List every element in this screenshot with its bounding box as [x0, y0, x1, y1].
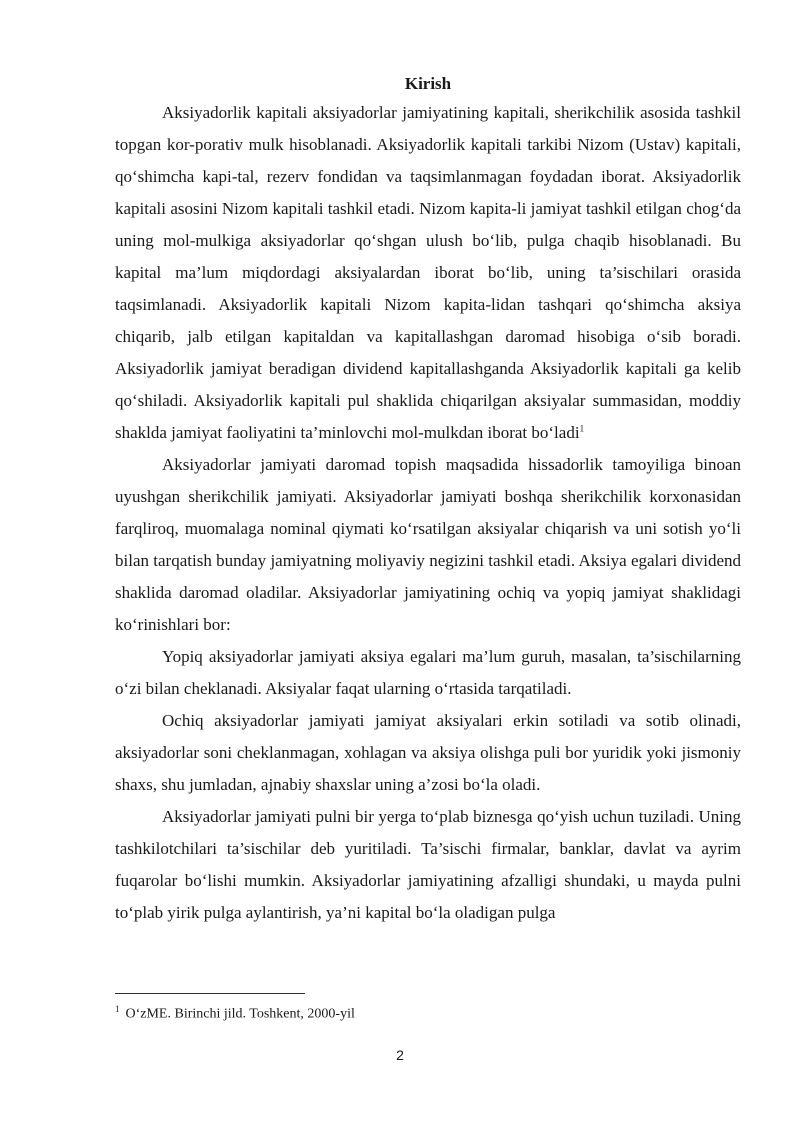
paragraph: Yopiq aksiyadorlar jamiyati aksiya egalari ma’lum guruh, masalan, ta’sischilarning o‘zi bilan cheklanadi. Aksiyalar faqat ularning o‘rtasida tarqatiladi.	[115, 647, 741, 698]
paragraph: Aksiyadorlar jamiyati daromad topish maqsadida hissadorlik tamoyiliga binoan uyushgan sherikchilik jamiyati. Aksiyadorlar jamiyati boshqa sherikchilik korxonasidan farqliroq, muomalaga nominal qiymati ko‘rsatilgan aksiyalar chiqarish va uni sotish yo‘li bilan tarqatish bunday jamiyatning moliyaviy negizini tashkil etadi. Aksiya egalari dividend shaklida daromad oladilar. Aksiyadorlar jamiyatining ochiq va yopiq jamiyat shaklidagi ko‘rinishlari bor:	[115, 455, 741, 634]
footnote-text: O‘zME. Birinchi jild. Toshkent, 2000-yil	[125, 1006, 355, 1022]
footnote-reference[interactable]: 1	[579, 423, 585, 434]
footnote-marker: 1	[115, 1004, 120, 1014]
page-number: 2	[396, 1047, 404, 1063]
paragraph-text: Aksiyadorlik kapitali aksiyadorlar jamiyatining kapitali, sherikchilik asosida tashkil topgan kor-porativ mulk hisoblanadi. Aksiyadorlik kapitali tarkibi Nizom (Ustav) kapitali, qo‘shimcha kapi-tal, rezerv fondidan va taqsimlanmagan foydadan iborat. Aksiyadorlik kapitali asosini Nizom kapitali tashkil etadi. Nizom kapita-li jamiyat tashkil etilgan chog‘da uning mol-mulkiga aksiyadorlar qo‘shgan ulush bo‘lib, pulga chaqib hisoblanadi. Bu kapital ma’lum miqdordagi aksiyalardan iborat bo‘lib, uning ta’sischilari orasida taqsimlanadi. Aksiyadorlik kapitali Nizom kapita-lidan tashqari qo‘shimcha aksiya chiqarib, jalb etilgan kapitaldan va kapitallashgan daromad hisobiga o‘sib boradi. Aksiyadorlik jamiyat beradigan dividend kapitallashganda Aksiyadorlik kapitali ga kelib qo‘shiladi. Aksiyadorlik kapitali pul shaklida chiqarilgan aksiyalar summasidan, moddiy shaklda jamiyat faoliyatini ta’minlovchi mol-mulkdan iborat bo‘ladi	[115, 103, 741, 442]
footnote	[115, 999, 355, 1025]
paragraph: Aksiyadorlar jamiyati pulni bir yerga to‘plab biznesga qo‘yish uchun tuziladi. Uning tashkilotchilari ta’sischilar deb yuritiladi. Ta’sischi firmalar, banklar, davlat va ayrim fuqarolar bo‘lishi mumkin. Aksiyadorlar jamiyatining afzalligi shundaki, u mayda pulni to‘plab yirik pulga aylantirish, ya’ni kapital bo‘la oladigan pulga	[115, 807, 741, 922]
document-body	[115, 72, 741, 929]
footnote-divider	[115, 993, 305, 994]
paragraph: Ochiq aksiyadorlar jamiyati jamiyat aksiyalari erkin sotiladi va sotib olinadi, aksiyadorlar soni cheklanmagan, xohlagan va aksiya olishga puli bor yuridik yoki jismoniy shaxs, shu jumladan, ajnabiy shaxslar uning a’zosi bo‘la oladi.	[115, 711, 741, 794]
paragraph	[115, 97, 741, 449]
page-title: Kirish	[404, 74, 452, 93]
